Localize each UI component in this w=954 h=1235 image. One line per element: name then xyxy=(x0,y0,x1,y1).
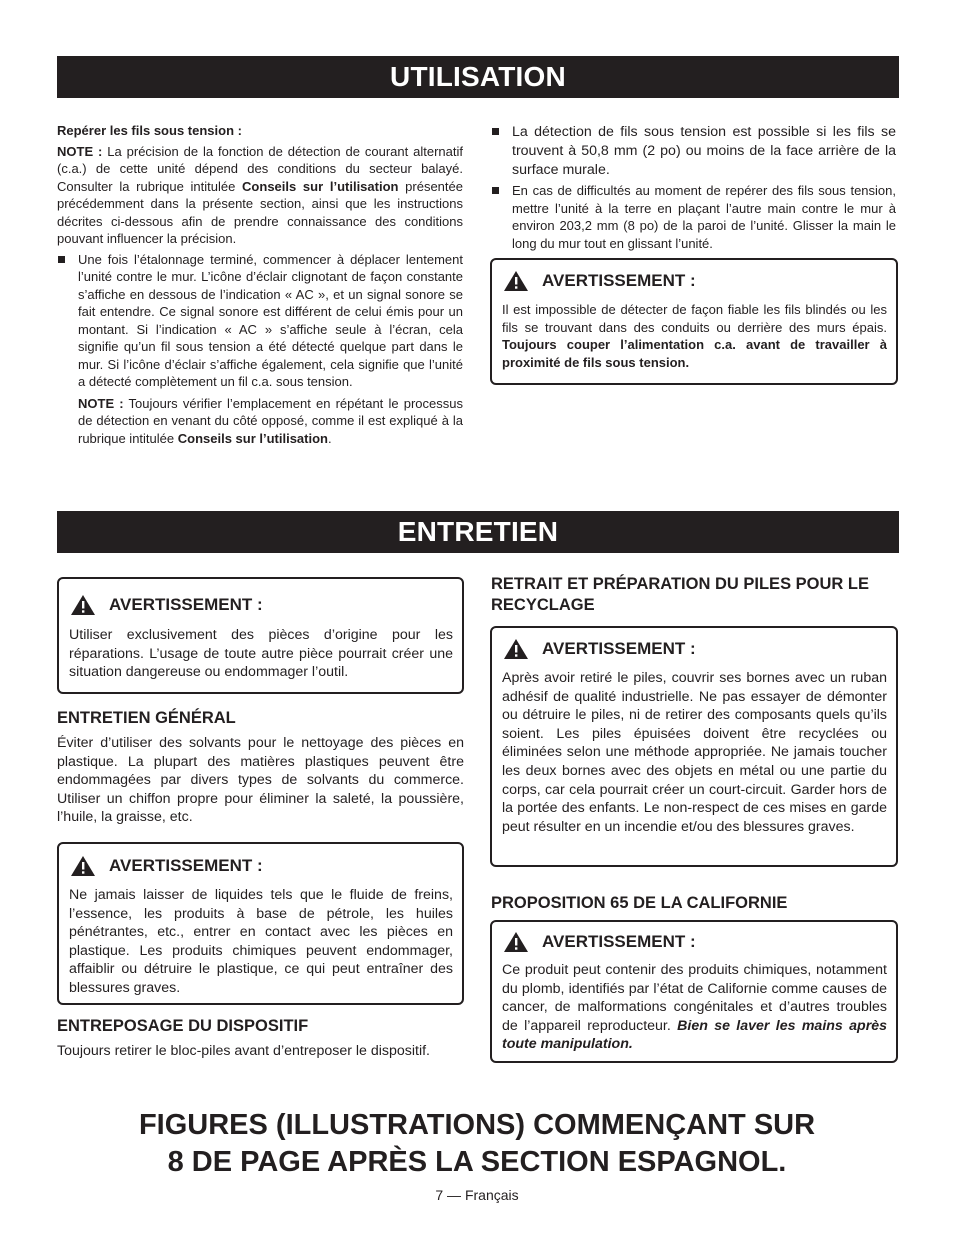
warning-header: AVERTISSEMENT : xyxy=(69,856,453,876)
subsection-heading: ENTREPOSAGE DU DISPOSITIF xyxy=(57,1017,309,1035)
bullet-item: En cas de difficultés au moment de repérer des fils sous tension, mettre l’unité à la terre en plaçant l’autre main contre le mur à environ 203,2 mm (8 po) de la paroi de l’unité. Glisser la main le long du mur tout en glissant l’unité. xyxy=(491,182,896,252)
bullet-item: La détection de fils sous tension est possible si les fils se trouvent à 50,8 mm (2 po) ou moins de la face arrière de la surface murale. xyxy=(491,123,896,180)
subsection-heading: PROPOSITION 65 DE LA CALIFORNIE xyxy=(491,894,788,912)
warning-box xyxy=(490,626,898,867)
warning-triangle-icon xyxy=(504,639,528,659)
warning-triangle-icon xyxy=(71,595,95,615)
warning-header: AVERTISSEMENT : xyxy=(69,595,453,615)
note-paragraph: NOTE : La précision de la fonction de détection de courant alternatif (c.a.) de cette unité dépend des conditions du secteur balayé. Consulter la rubrique intitulée Conseils sur l’utilisation présentée précédemment dans la présente section, ainsi que les instructions décrites ci-dessous afin de prendre connaissance des conditions pouvant influencer la précision. xyxy=(57,143,463,246)
bullet-item: Une fois l’étalonnage terminé, commencer à déplacer lentement l’unité contre le mur. L’icône d’éclair clignotant de façon constante s’affiche en dessous de l’indication « AC », et un signal sonore se fait entendre. Ce signal sonore est différent de celui émis pour un montant. Si l’indication « AC » s’affiche seule à l’écran, cela signifie qu’un fil sous tension a été détecté quelque part dans le mur. Si l’icône d’éclair s’affiche également, cela signifie que l’unité a détecté complètement un fil c.a. sous tension. xyxy=(57,251,463,391)
page-number: 7 — Français xyxy=(435,1187,519,1203)
section-title-utilisation: UTILISATION xyxy=(57,56,899,98)
warning-text: Ne jamais laisser de liquides tels que le fluide de freins, l’essence, les produits à base de pétrole, les huiles pénétrantes, etc., entrer en contact avec les pièces en plastique. Les produits chimiques peuvent endommager, affaiblir ou détruire le plastique, ce qui peut entraîner des blessures graves. xyxy=(69,887,453,996)
note-paragraph: NOTE : Toujours vérifier l’emplacement en répétant le processus de détection en venant du côté opposé, comme il est expliqué à la rubrique intitulée Conseils sur l’utilisation. xyxy=(78,395,463,446)
warning-box xyxy=(57,577,464,694)
warning-header: AVERTISSEMENT : xyxy=(502,639,887,659)
section-title-entretien: ENTRETIEN xyxy=(57,511,899,553)
warning-text: Il est impossible de détecter de façon fiable les fils blindés ou les fils se trouvant dans des conduits ou derrière des murs épais. Toujours couper l’alimentation c.a. avant de travailler à proximité de fils sous tension. xyxy=(502,302,887,370)
utilisation-right-column xyxy=(491,123,896,252)
warning-header: AVERTISSEMENT : xyxy=(502,271,887,291)
warning-text: Après avoir retiré le piles, couvrir ses bornes avec un ruban adhésif de qualité industrielle. Ne pas essayer de démonter ou détruire le piles, ni de retirer des composants quels qu’ils soient. Les piles épuisées doivent être recyclées ou éliminées selon une méthode appropriée. Ne jamais toucher les deux bornes avec des objets en métal ou une partie du corps, car cela pourrait créer un court-circuit. Garder hors de la portée des enfants. Le non-respect de ces mises en garde peut résulter en un incendie et/ou des blessures graves. xyxy=(502,670,887,835)
subsection-heading: ENTRETIEN GÉNÉRAL xyxy=(57,709,236,727)
warning-header: AVERTISSEMENT : xyxy=(502,932,887,952)
warning-box xyxy=(490,920,898,1063)
warning-triangle-icon xyxy=(71,856,95,876)
warning-triangle-icon xyxy=(504,932,528,952)
utilisation-left-column xyxy=(57,122,463,447)
warning-text: Ce produit peut contenir des produits chimiques, notamment du plomb, identifiés par l’état de Californie comme causes de cancer, de malformations congénitales et d’autres troubles de l’appareil reproducteur. Bien se laver les mains après toute manipulation. xyxy=(502,962,887,1053)
warning-box xyxy=(57,842,464,1005)
body-paragraph: Toujours retirer le bloc-piles avant d’entreposer le dispositif. xyxy=(57,1043,430,1059)
warning-box xyxy=(490,258,898,385)
figures-note: FIGURES (ILLUSTRATIONS) COMMENÇANT SUR 8 DE PAGE APRÈS LA SECTION ESPAGNOL. xyxy=(138,1109,816,1178)
section-heading: Repérer les fils sous tension : xyxy=(57,123,242,138)
warning-triangle-icon xyxy=(504,271,528,291)
subsection-heading: RETRAIT ET PRÉPARATION DU PILES POUR LE RECYCLAGE xyxy=(491,575,869,614)
body-paragraph: Éviter d’utiliser des solvants pour le nettoyage des pièces en plastique. La plupart des matières plastiques peuvent être endommagées par divers types de solvants du commerce. Utiliser un chiffon propre pour éliminer la saleté, la poussière, l’huile, la graisse, etc. xyxy=(57,735,464,826)
warning-text: Utiliser exclusivement des pièces d’origine pour les réparations. L’usage de toute autre pièce pourrait créer une situation dangereuse ou endommager l’outil. xyxy=(69,627,453,681)
